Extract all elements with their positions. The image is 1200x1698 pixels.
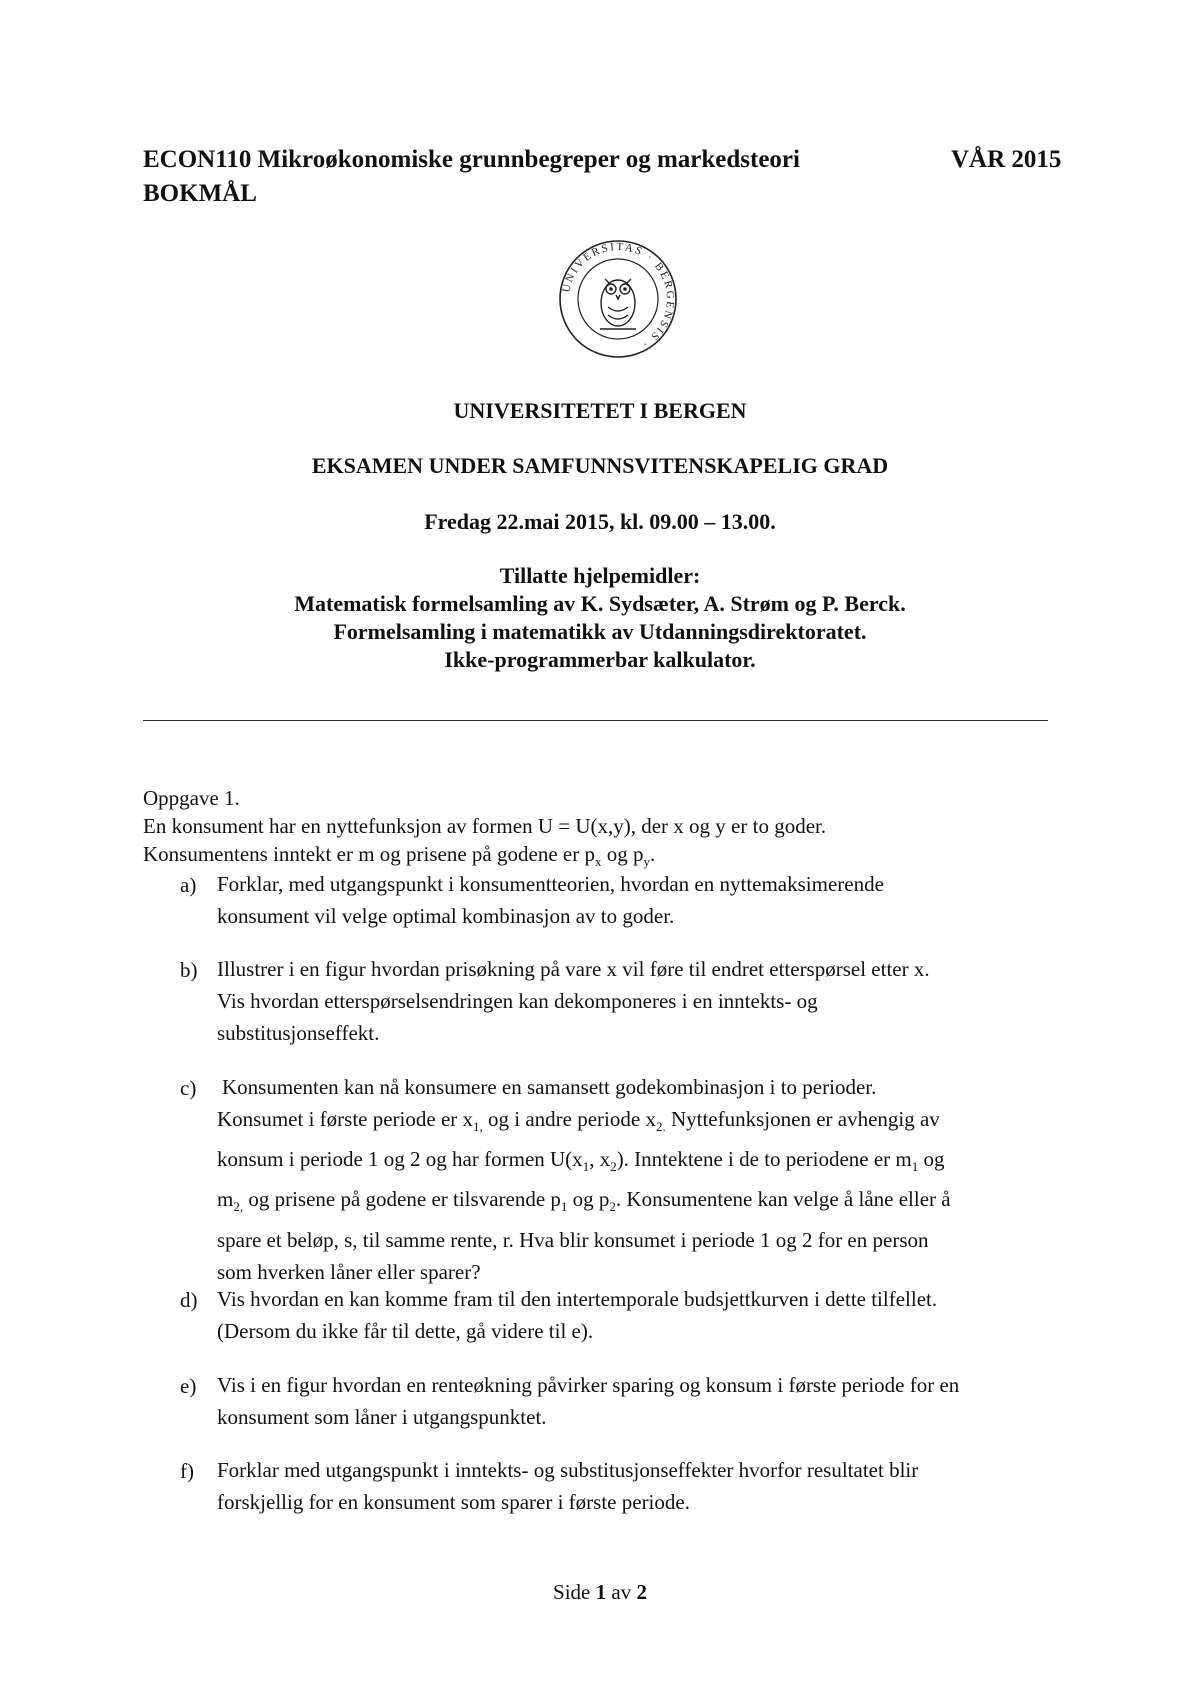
course-title: ECON110 Mikroøkonomiske grunnbegreper og markedsteori bbox=[143, 146, 800, 173]
exam-date-time: Fredag 22.mai 2015, kl. 09.00 – 13.00. bbox=[424, 509, 776, 534]
language-label: BOKMÅL bbox=[143, 180, 257, 207]
aid-item: Ikke-programmerbar kalkulator. bbox=[444, 647, 756, 672]
item-text-a: Forklar, med utgangspunkt i konsumentteorien, hvordan en nyttemaksimerende konsument vil velge optimal kombinasjon av to goder. bbox=[217, 872, 884, 928]
semester: VÅR 2015 bbox=[951, 146, 1062, 173]
task-intro-line: En konsument har en nyttefunksjon av formen U = U(x,y), der x og y er to goder. bbox=[143, 814, 827, 838]
item-label-b: b) bbox=[180, 958, 198, 982]
exam-type: EKSAMEN UNDER SAMFUNNSVITENSKAPELIG GRAD bbox=[311, 453, 889, 478]
aid-item: Matematisk formelsamling av K. Sydsæter, A. Strøm og P. Berck. bbox=[294, 591, 906, 616]
item-label-c: c) bbox=[180, 1076, 197, 1100]
item-text-b: Illustrer i en figur hvordan prisøkning på vare x vil føre til endret etterspørsel etter x. Vis hvordan etterspørselsendringen kan dekomponeres i en inntekts- og substitusjonseffekt. bbox=[217, 957, 930, 1045]
item-text-e: Vis i en figur hvordan en renteøkning påvirker sparing og konsum i første periode for en konsument som låner i utgangspunktet. bbox=[217, 1373, 960, 1429]
item-label-e: e) bbox=[180, 1374, 197, 1398]
university-name: UNIVERSITETET I BERGEN bbox=[453, 398, 747, 423]
task-heading: Oppgave 1. bbox=[143, 786, 240, 810]
item-label-f: f) bbox=[180, 1459, 194, 1483]
svg-text:UNIVERSITAS · BERGENSIS ·: UNIVERSITAS · BERGENSIS · bbox=[560, 240, 677, 351]
item-label-a: a) bbox=[180, 873, 197, 897]
item-text-f: Forklar med utgangspunkt i inntekts- og substitusjonseffekter hvorfor resultatet blir forskjellig for en konsument som sparer i første periode. bbox=[217, 1458, 919, 1514]
separator-rule bbox=[143, 720, 1048, 721]
university-seal-logo bbox=[556, 237, 680, 361]
aids-heading: Tillatte hjelpemidler: bbox=[499, 563, 701, 588]
item-text-c: Konsumenten kan nå konsumere en samansett godekombinasjon i to perioder. Konsumet i første periode er $x_{1,}$ og i andre periode $x_{2.}$ Nyttefunksjonen er avhengig av konsum i periode 1 og 2 og har formen $U(x_1$, $x_2$). Inntektene i de to periodene er $m_1$ og $m_{2,}$ og prisene på godene er tilsvarende $p_1$ og $p_2$. Konsumentene kan velge å låne eller å spare et beløp, s, til samme rente, r. Hva blir konsumet i periode 1 og 2 for en person som hverken låner eller sparer? bbox=[217, 1075, 951, 1284]
item-label-d: d) bbox=[180, 1288, 198, 1312]
page-number: Side 1 av 2 bbox=[553, 1580, 647, 1604]
task-intro-line: Konsumentens inntekt er m og prisene på godene er $p_x$ og $p_y$. bbox=[143, 842, 656, 870]
item-text-d: Vis hvordan en kan komme fram til den intertemporale budsjettkurven i dette tilfellet. (Dersom du ikke får til dette, gå videre til e). bbox=[217, 1287, 938, 1343]
aid-item: Formelsamling i matematikk av Utdanningsdirektoratet. bbox=[333, 619, 867, 644]
